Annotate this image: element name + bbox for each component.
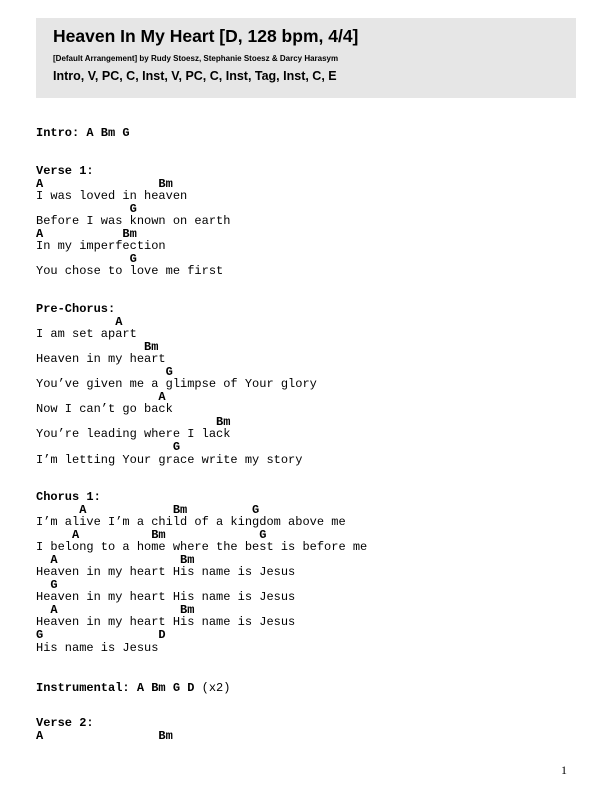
song-title: Heaven In My Heart [D, 128 bpm, 4/4] [53,26,359,46]
chord-line: G [36,364,173,379]
lyric-line: Before I was known on earth [36,214,231,229]
chord-line: A Bm G [36,502,260,517]
chord-line: G [36,440,181,455]
chord-line: A Bm [36,176,173,191]
section-label: Chorus 1: [36,490,101,504]
lyric-line: I belong to a home where the best is before me [36,540,368,555]
prechorus-section [36,303,317,466]
section-label: Pre-Chorus: [36,302,116,316]
lyric-line: Heaven in my heart His name is Jesus [36,615,296,630]
chord-line: A Bm [36,552,195,567]
lyric-line: In my imperfection [36,239,166,254]
page-number: 1 [561,763,567,777]
lyric-line: Heaven in my heart His name is Jesus [36,590,296,605]
chord-line: A Bm [36,226,137,241]
chord-line: Bm [36,339,159,354]
chord-line: G [36,251,137,266]
lyric-line: You chose to love me first [36,264,224,279]
section-label: Verse 1: [36,164,94,178]
lyric-line: I am set apart [36,327,137,342]
chord-line: A Bm G [36,527,267,542]
song-header [36,18,576,98]
chord-line: A [36,389,166,404]
lyric-line: Heaven in my heart His name is Jesus [36,565,296,580]
lyric-line: Now I can’t go back [36,402,173,417]
chord-line: G D [36,628,166,643]
instrumental-section [36,682,230,695]
lyric-line: You’re leading where I lack [36,427,231,442]
lyric-line: I’m letting Your grace write my story [36,452,303,467]
section-label: Verse 2: [36,716,94,730]
lyric-line: I’m alive I’m a child of a kingdom above me [36,515,346,530]
chorus1-section [36,491,367,654]
lyric-line: Heaven in my heart [36,352,166,367]
chord-line: A [36,314,123,329]
instrumental-label: Instrumental: A Bm G D [36,681,195,695]
chord-line: A Bm [36,728,173,743]
lyric-line: His name is Jesus [36,640,159,655]
song-order: Intro, V, PC, C, Inst, V, PC, C, Inst, Tag, Inst, C, E [53,69,337,83]
chord-line: Bm [36,414,231,429]
verse1-section [36,165,230,278]
verse2-section [36,717,173,742]
intro-section [36,127,130,140]
repeat-count: (x2) [194,681,231,695]
chord-line: G [36,201,137,216]
intro-label: Intro: A Bm G [36,126,130,140]
lyric-line: I was loved in heaven [36,189,188,204]
song-credits: [Default Arrangement] by Rudy Stoesz, Stephanie Stoesz & Darcy Harasym [53,54,339,63]
chord-line: G [36,577,58,592]
chord-line: A Bm [36,602,195,617]
lyric-line: You’ve given me a glimpse of Your glory [36,377,317,392]
